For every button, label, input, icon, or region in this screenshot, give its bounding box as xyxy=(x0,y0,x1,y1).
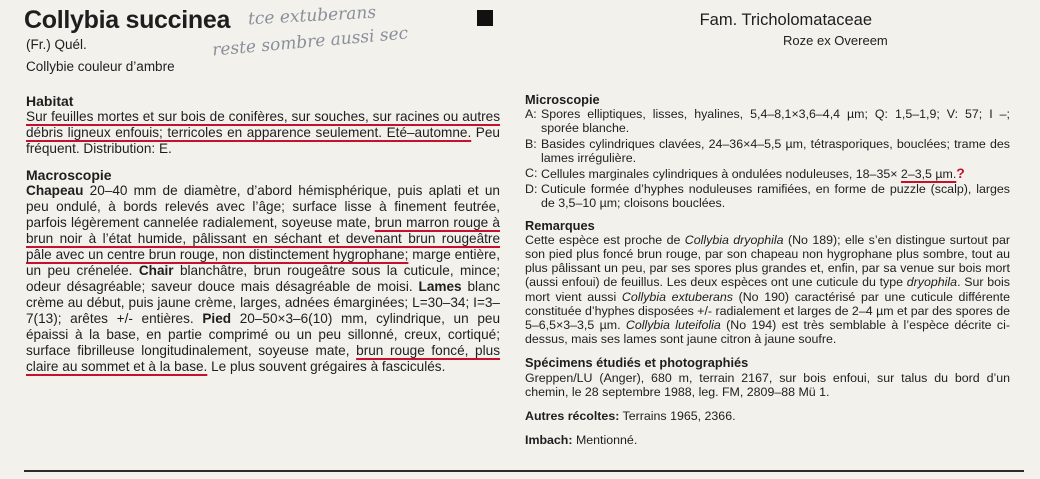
family-author: Roze ex Overeem xyxy=(783,33,888,48)
remarques-part: (No 194) est très semblable à l’espèce décrite ci-dessus, mais ses lames sont jaune citron à jaune soufre. xyxy=(525,318,1010,347)
imbach-line xyxy=(525,433,1010,447)
item-text: Basides cylindriques clavées, 24–36×4–5,5 µm, tétrasporiques, bouclées; trame des lames irrégulière. xyxy=(541,136,1010,165)
item-text: Spores elliptiques, lisses, hyalines, 5,4–8,1×3,6–4,4 µm; Q: 1,5–1,9; V: 57; I –; sporée blanche. xyxy=(541,107,1010,136)
microscopie-item xyxy=(525,137,1010,165)
chair-text: blanchâtre, brun rougeâtre sous la cuticule, mince; odeur désagréable; saveur douce mais désagréable de moisi. xyxy=(26,263,500,294)
right-column xyxy=(525,93,1010,457)
species-title: Collybia succinea xyxy=(24,6,231,34)
habitat-underlined: Sur feuilles mortes et sur bois de conifères, sur souches, sur racines ou autres débris ligneux enfouis; terricoles en apparence seulement. Eté–automne. xyxy=(26,109,500,140)
item-key: A: xyxy=(525,107,537,122)
pied-text-2: Le plus souvent grégaires à fasciculés. xyxy=(207,359,446,374)
left-column xyxy=(26,93,500,385)
remarques-text xyxy=(525,233,1010,347)
remarques-part: (No 190) caractérisé par une cuticule différente constituée d’hyphes disposées +/- radialement et larges de 2–4 µm et par des spores de 5–6,5×3–3,5 µm. xyxy=(525,289,1010,333)
remarques-part: Cette espèce est proche de xyxy=(525,232,685,247)
autres-text: Terrains 1965, 2366. xyxy=(619,409,736,424)
microscopie-item xyxy=(525,166,1010,181)
microscopie-item xyxy=(525,182,1010,210)
item-key: C: xyxy=(525,166,538,181)
family-name: Fam. Tricholomataceae xyxy=(699,11,872,29)
item-underlined: 2–3,5 µm. xyxy=(900,167,957,182)
microscopie-list xyxy=(525,107,1010,210)
habitat-rest: Peu fréquent. Distribution: E. xyxy=(26,125,500,156)
chapeau-text-2: marge entière, un peu crénelée. xyxy=(26,247,500,278)
remarques-part: (No 189); elle s’en distingue surtout par son pied plus foncé brun rouge, par son chapeau non hygrophane plus sombre, tout au plus pâlissant un peu, par ses spores plus grandes et, enfin, par sa venue sur bois mort (aussi enfoui) de feuillus. Les deux espèces ont une cuticule du type xyxy=(525,232,1010,290)
item-text: Cuticule formée d’hyphes noduleuses ramifiées, en forme de puzzle (scalp), larges de 3,5–10 µm; cloisons bouclées. xyxy=(541,182,1010,211)
chapeau-text: 20–40 mm de diamètre, d’abord hémisphérique, puis aplati et un peu ondulé, à bords relevés avec l’âge; surface lisse à finement feutrée, parfois légèrement cannelée radialement, soyeuse mate, xyxy=(26,183,500,230)
macroscopie-heading: Macroscopie xyxy=(26,167,112,183)
item-key: D: xyxy=(525,182,538,197)
habitat-heading: Habitat xyxy=(26,93,74,109)
specimens-heading: Spécimens étudiés et photographiés xyxy=(525,355,749,371)
remarques-heading: Remarques xyxy=(525,217,595,233)
lames-label: Lames xyxy=(418,279,462,294)
autres-label: Autres récoltes: xyxy=(525,409,620,424)
black-square-mark xyxy=(477,10,493,26)
bottom-rule xyxy=(24,470,1024,472)
species-name-italic: Collybia dryophila xyxy=(684,232,784,247)
handwritten-note-2: reste sombre aussi sec xyxy=(211,23,409,61)
handwritten-note-1: tce extuberans xyxy=(247,2,377,30)
pied-underlined: brun rouge foncé, plus claire au sommet et à la base. xyxy=(26,343,500,374)
species-name-italic: Collybia luteifolia xyxy=(625,318,721,333)
autres-recoltes xyxy=(525,409,1010,423)
question-mark: ? xyxy=(956,165,965,182)
imbach-text: Mentionné. xyxy=(572,433,638,448)
remarques-part: . Sur bois mort vient aussi xyxy=(525,275,1011,304)
lames-text: blanc crème au début, puis jaune crème, larges, adnées émarginées; L=30–34; I=3–7(13); arêtes +/- entières. xyxy=(26,279,500,326)
species-name-italic: Collybia extuberans xyxy=(621,289,733,304)
item-key: B: xyxy=(525,136,537,151)
species-author: (Fr.) Quél. xyxy=(26,37,87,52)
macroscopie-text xyxy=(26,183,500,375)
microscopie-item xyxy=(525,107,1010,135)
pied-label: Pied xyxy=(202,311,232,326)
chapeau-underlined: brun marron rouge à brun noir à l’état humide, pâlissant en séchant et devenant brun rougeâtre pâle avec un centre brun rouge, non distinctement hygrophane; xyxy=(26,215,500,262)
common-name: Collybie couleur d’ambre xyxy=(26,59,175,74)
specimens-text: Greppen/LU (Anger), 680 m, terrain 2167, sur bois enfoui, sur talus du bord d’un chemin, le 28 septembre 1988, leg. FM, 2809–88 Mü 1. xyxy=(525,370,1010,399)
pied-text: 20–50×3–6(10) mm, cylindrique, un peu épaissi à la base, en partie comprimé ou un peu sillonné, creux, cortiqué; surface fibrilleuse longitudinalement, soyeuse mate, xyxy=(26,311,501,358)
chair-label: Chair xyxy=(138,263,174,278)
chapeau-label: Chapeau xyxy=(26,183,84,198)
habitat-text xyxy=(26,109,500,157)
microscopie-heading: Microscopie xyxy=(525,92,600,107)
item-text: Cellules marginales cylindriques à ondulées noduleuses, 18–35× xyxy=(541,167,898,182)
imbach-label: Imbach: xyxy=(525,433,573,448)
species-name-italic: dryophila xyxy=(906,275,958,290)
